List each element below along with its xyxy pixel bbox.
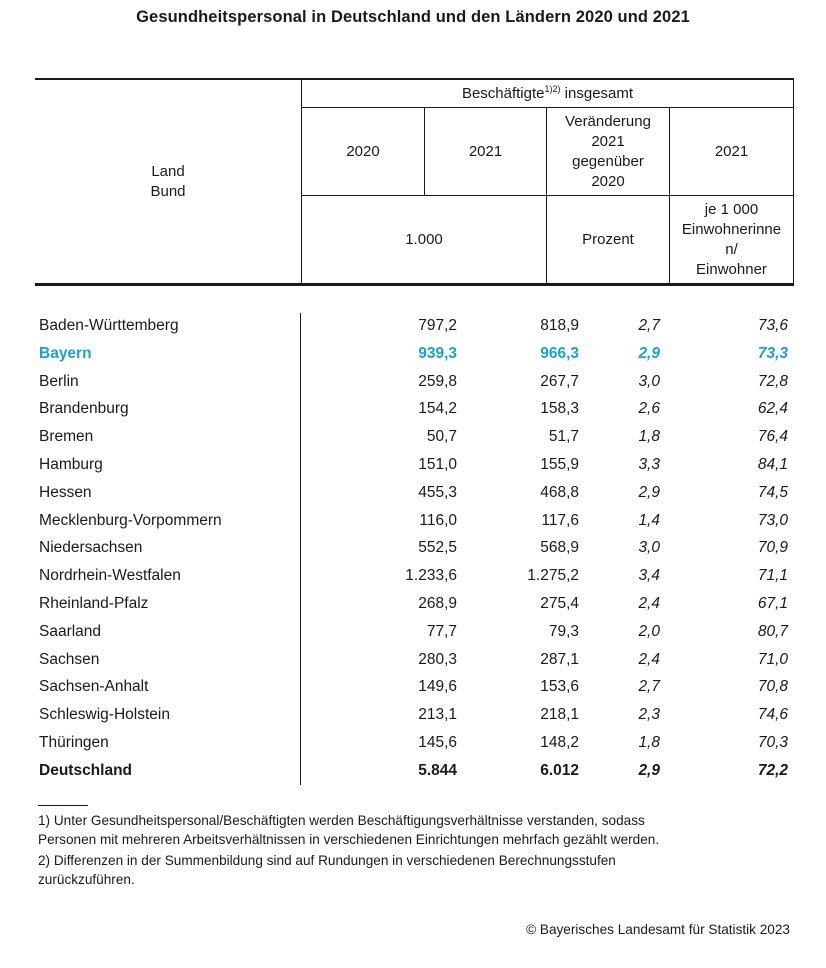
land-cell: Brandenburg bbox=[39, 400, 129, 418]
value-2020-cell: 939,3 bbox=[418, 344, 457, 362]
value-2020-cell: 149,6 bbox=[418, 678, 457, 696]
value-2020-cell: 259,8 bbox=[418, 372, 457, 390]
value-2020-cell: 797,2 bbox=[418, 317, 457, 334]
value-2020-cell: 77,7 bbox=[426, 622, 457, 640]
land-cell: Rheinland-Pfalz bbox=[39, 594, 149, 612]
change-line-1: Veränderung bbox=[565, 112, 651, 130]
land-cell: Sachsen bbox=[39, 650, 100, 668]
land-cell: Hessen bbox=[39, 483, 92, 501]
change-cell: 2,6 bbox=[638, 400, 660, 418]
copyright-notice: © Bayerisches Landesamt für Statistik 2023 bbox=[526, 922, 790, 937]
table-row bbox=[35, 313, 794, 341]
value-2021-cell: 153,6 bbox=[540, 678, 579, 696]
per1000-line-2: Einwohnerinne bbox=[681, 220, 782, 238]
per1000-cell: 71,0 bbox=[757, 650, 788, 668]
value-2020-cell: 151,0 bbox=[418, 455, 457, 473]
change-cell: 2,7 bbox=[638, 678, 660, 696]
unit-thousand: 1.000 bbox=[405, 230, 443, 248]
table-row bbox=[35, 424, 794, 452]
value-2020-cell: 5.844 bbox=[418, 761, 457, 779]
value-2021-cell: 267,7 bbox=[540, 372, 579, 390]
per1000-cell: 84,1 bbox=[757, 455, 788, 473]
bund-label: Bund bbox=[150, 182, 186, 200]
land-cell: Baden-Württemberg bbox=[39, 317, 179, 334]
land-cell: Bayern bbox=[39, 344, 92, 362]
per1000-cell: 80,7 bbox=[757, 622, 788, 640]
per1000-line-3: n/ bbox=[725, 240, 738, 258]
value-2020-cell: 145,6 bbox=[418, 733, 457, 751]
footnote-2-line-2: zurückzuführen. bbox=[38, 872, 135, 887]
table-row bbox=[35, 396, 794, 424]
table-row bbox=[35, 647, 794, 675]
land-cell: Berlin bbox=[39, 372, 79, 390]
value-2021-cell: 51,7 bbox=[548, 428, 579, 446]
value-2021-cell: 79,3 bbox=[548, 622, 579, 640]
table-row bbox=[35, 591, 794, 619]
group-suffix: insgesamt bbox=[560, 84, 634, 102]
per1000-cell: 73,6 bbox=[757, 317, 788, 334]
table-row bbox=[35, 674, 794, 702]
change-line-4: 2020 bbox=[591, 172, 625, 190]
value-2021-cell: 148,2 bbox=[540, 733, 579, 751]
per1000-cell: 74,5 bbox=[757, 483, 788, 501]
change-cell: 2,3 bbox=[638, 706, 660, 724]
land-cell: Thüringen bbox=[39, 733, 109, 751]
footnote-1 bbox=[38, 811, 659, 849]
change-line-2: 2021 bbox=[591, 132, 625, 150]
change-cell: 2,4 bbox=[638, 594, 660, 612]
change-cell: 1,4 bbox=[638, 511, 660, 529]
table-row bbox=[35, 619, 794, 647]
change-cell: 2,9 bbox=[638, 761, 660, 779]
table-body bbox=[35, 313, 794, 786]
per1000-cell: 73,0 bbox=[757, 511, 788, 529]
land-cell: Hamburg bbox=[39, 455, 103, 473]
change-cell: 2,9 bbox=[638, 344, 660, 362]
land-cell: Niedersachsen bbox=[39, 539, 143, 557]
value-2021-cell: 468,8 bbox=[540, 483, 579, 501]
land-cell: Nordrhein-Westfalen bbox=[39, 567, 181, 585]
value-2021-cell: 1.275,2 bbox=[527, 567, 579, 585]
table-row bbox=[35, 452, 794, 480]
value-2021-cell: 568,9 bbox=[540, 539, 579, 557]
value-2020-cell: 552,5 bbox=[418, 539, 457, 557]
per1000-cell: 72,8 bbox=[757, 372, 788, 390]
per1000-cell: 72,2 bbox=[757, 761, 788, 779]
land-cell: Schleswig-Holstein bbox=[39, 706, 170, 724]
land-cell: Bremen bbox=[39, 428, 94, 446]
footnote-2 bbox=[38, 851, 616, 889]
land-label: Land bbox=[151, 162, 185, 180]
table-row-total bbox=[35, 758, 794, 786]
value-2020-cell: 213,1 bbox=[418, 706, 457, 724]
change-cell: 2,4 bbox=[638, 650, 660, 668]
value-2021-cell: 966,3 bbox=[540, 344, 579, 362]
value-2021-cell: 218,1 bbox=[540, 706, 579, 724]
value-2021-cell: 275,4 bbox=[540, 594, 579, 612]
per1000-line-4: Einwohner bbox=[696, 260, 767, 278]
footnote-rule bbox=[38, 805, 88, 806]
footnote-2-line-1: 2) Differenzen in der Summenbildung sind auf Rundungen in verschiedenen Berechnungsstufen bbox=[38, 853, 616, 868]
unit-percent: Prozent bbox=[582, 230, 634, 248]
table-row bbox=[35, 369, 794, 397]
value-2020-cell: 1.233,6 bbox=[405, 567, 457, 585]
table-row bbox=[35, 480, 794, 508]
change-line-3: gegenüber bbox=[572, 152, 644, 170]
table-row-highlighted bbox=[35, 341, 794, 369]
change-cell: 2,9 bbox=[638, 483, 660, 501]
col-2021-header: 2021 bbox=[468, 142, 503, 160]
table-row bbox=[35, 702, 794, 730]
land-cell: Deutschland bbox=[39, 761, 133, 779]
col-per1000-header: 2021 bbox=[714, 142, 749, 160]
value-2021-cell: 155,9 bbox=[540, 455, 579, 473]
per1000-cell: 71,1 bbox=[757, 567, 788, 585]
group-label: Beschäftigte bbox=[461, 84, 545, 102]
per1000-cell: 70,3 bbox=[757, 733, 788, 751]
value-2020-cell: 280,3 bbox=[418, 650, 457, 668]
per1000-cell: 67,1 bbox=[757, 594, 788, 612]
per1000-cell: 73,3 bbox=[757, 344, 788, 362]
change-cell: 2,0 bbox=[638, 622, 660, 640]
table-row bbox=[35, 563, 794, 591]
footnote-1-line-1: 1) Unter Gesundheitspersonal/Beschäftigten werden Beschäftigungsverhältnisse verstanden, sodass bbox=[38, 813, 645, 828]
land-cell: Sachsen-Anhalt bbox=[39, 678, 149, 696]
change-cell: 3,0 bbox=[638, 539, 660, 557]
header-bottom-rule bbox=[35, 283, 794, 286]
table-row bbox=[35, 508, 794, 536]
per1000-cell: 62,4 bbox=[757, 400, 788, 418]
table-row bbox=[35, 535, 794, 563]
value-2021-cell: 287,1 bbox=[540, 650, 579, 668]
value-2021-cell: 6.012 bbox=[540, 761, 579, 779]
value-2020-cell: 455,3 bbox=[418, 483, 457, 501]
unit-per1000 bbox=[670, 196, 793, 283]
right-border bbox=[793, 78, 794, 284]
land-cell: Saarland bbox=[39, 622, 102, 640]
change-cell: 1,8 bbox=[638, 733, 660, 751]
per1000-cell: 70,9 bbox=[757, 539, 788, 557]
group-footnote-ref: 1)2) bbox=[544, 83, 561, 94]
change-cell: 2,7 bbox=[638, 317, 660, 334]
table-header bbox=[35, 78, 794, 286]
value-2020-cell: 116,0 bbox=[419, 511, 457, 529]
footnote-1-line-2: Personen mit mehreren Arbeitsverhältnissen in verschiedenen Einrichtungen mehrfach gezählt werden. bbox=[38, 832, 660, 847]
per1000-cell: 74,6 bbox=[757, 706, 788, 724]
per1000-cell: 76,4 bbox=[757, 428, 788, 446]
change-cell: 3,4 bbox=[638, 567, 660, 585]
col-2020-header: 2020 bbox=[346, 142, 380, 160]
value-2020-cell: 50,7 bbox=[426, 428, 457, 446]
land-bund-header bbox=[35, 80, 301, 283]
value-2021-cell: 818,9 bbox=[540, 317, 579, 334]
change-cell: 3,0 bbox=[638, 372, 660, 390]
table-row bbox=[35, 730, 794, 758]
col-change-header bbox=[547, 108, 669, 195]
value-2020-cell: 268,9 bbox=[418, 594, 457, 612]
value-2020-cell: 154,2 bbox=[418, 400, 457, 418]
change-cell: 1,8 bbox=[638, 428, 660, 446]
value-2021-cell: 158,3 bbox=[540, 400, 579, 418]
change-cell: 3,3 bbox=[638, 455, 660, 473]
table-title: Gesundheitspersonal in Deutschland und den Ländern 2020 und 2021 bbox=[136, 8, 690, 26]
value-2021-cell: 117,6 bbox=[541, 511, 579, 529]
per1000-line-1: je 1 000 bbox=[704, 200, 759, 218]
land-cell: Mecklenburg-Vorpommern bbox=[39, 511, 222, 529]
per1000-cell: 70,8 bbox=[757, 678, 788, 696]
group-header bbox=[302, 80, 793, 107]
